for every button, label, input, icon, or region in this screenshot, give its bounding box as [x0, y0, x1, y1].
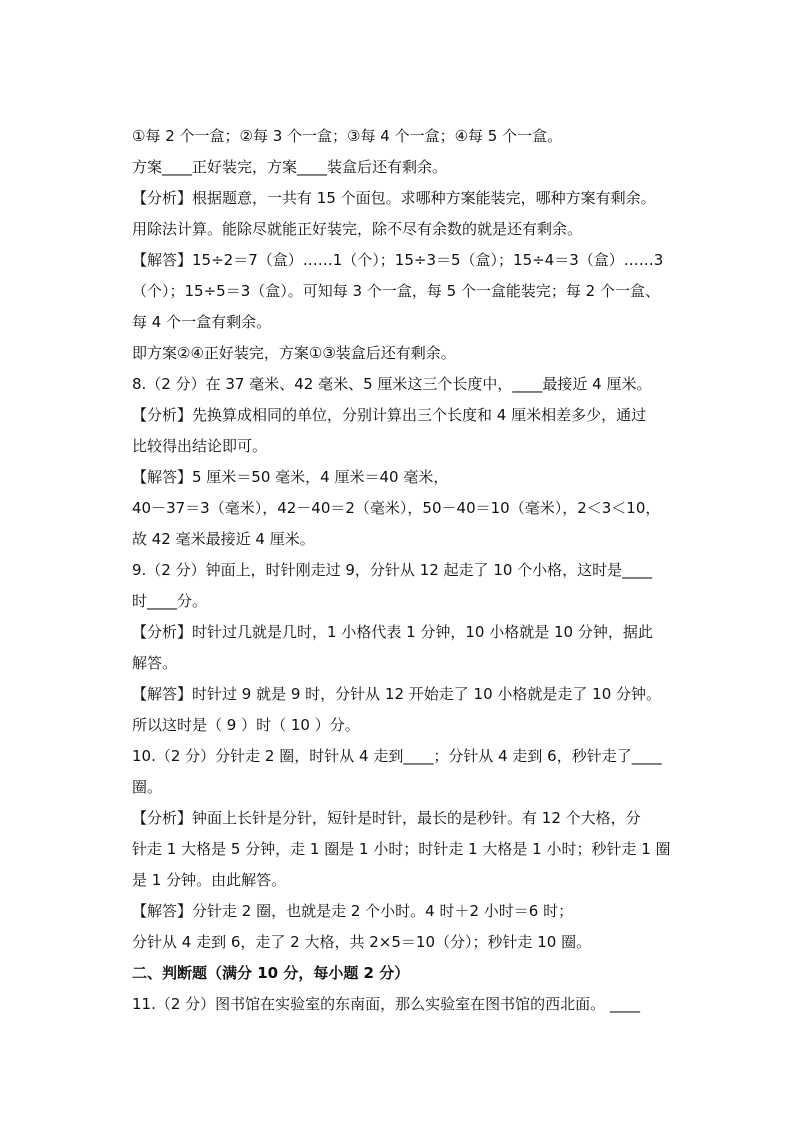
text-line: 用除法计算。能除尽就能正好装完，除不尽有余数的就是还有剩余。	[132, 220, 583, 238]
text-line: 40－37＝3（毫米），42－40＝2（毫米），50－40＝10（毫米），2＜3＜10，	[132, 499, 661, 517]
text-line: 每 4 个一盒有剩余。	[132, 313, 272, 331]
text-line: 即方案②④正好装完，方案①③装盒后还有剩余。	[132, 344, 456, 362]
text-line: 故 42 毫米最接近 4 厘米。	[132, 530, 315, 548]
text-line: 【解答】分针走 2 圈，也就是走 2 个小时。4 时＋2 小时＝6 时；	[132, 902, 574, 920]
text-line: 所以这时是（ 9 ）时（ 10 ）分。	[132, 716, 360, 734]
section-heading: 二、判断题（满分 10 分，每小题 2 分）	[132, 964, 410, 982]
text-line: （个）；15÷5＝3（盒）。可知每 3 个一盒，每 5 个一盒能装完；每 2 个一盒、	[132, 282, 660, 300]
text-line: 【分析】根据题意，一共有 15 个面包。求哪种方案能装完，哪种方案有剩余。	[132, 189, 656, 207]
text-line: 解答。	[132, 654, 178, 672]
text-line: 【解答】时针过 9 就是 9 时，分针从 12 开始走了 10 小格就是走了 10 分钟。	[132, 685, 662, 703]
text-line: 分针从 4 走到 6，走了 2 大格，共 2×5＝10（分）；秒针走 10 圈。	[132, 933, 592, 951]
text-line: 方案____正好装完，方案____装盒后还有剩余。	[132, 158, 448, 176]
text-line: 【解答】5 厘米＝50 毫米，4 厘米＝40 毫米，	[132, 468, 449, 486]
text-line: 针走 1 大格是 5 分钟，走 1 圈是 1 小时；时针走 1 大格是 1 小时；秒针走 1 圈	[132, 840, 671, 858]
text-line: 【分析】先换算成相同的单位，分别计算出三个长度和 4 厘米相差多少，通过	[132, 406, 647, 424]
text-line: 【分析】时针过几就是几时，1 小格代表 1 分钟，10 小格就是 10 分钟，据此	[132, 623, 653, 641]
text-line: 8.（2 分）在 37 毫米、42 毫米、5 厘米这三个长度中，____最接近 4 厘米。	[132, 375, 652, 393]
text-line: 【分析】钟面上长针是分针，短针是时针，最长的是秒针。有 12 个大格，分	[132, 809, 641, 827]
text-line: ①每 2 个一盒；②每 3 个一盒；③每 4 个一盒；④每 5 个一盒。	[132, 127, 563, 145]
text-line: 比较得出结论即可。	[132, 437, 268, 455]
text-line: 【解答】15÷2＝7（盒）……1（个）；15÷3＝5（盒）；15÷4＝3（盒）……3	[132, 251, 664, 269]
text-line: 是 1 分钟。由此解答。	[132, 871, 287, 889]
text-line: 11.（2 分）图书馆在实验室的东南面，那么实验室在图书馆的西北面。 ____	[132, 995, 640, 1013]
text-line: 时____分。	[132, 592, 208, 610]
text-line: 10.（2 分）分针走 2 圈，时针从 4 走到____；分针从 4 走到 6，秒针走了____	[132, 747, 662, 765]
text-line: 圈。	[132, 778, 163, 796]
document-content	[132, 121, 680, 1020]
text-line: 9.（2 分）钟面上，时针刚走过 9，分针从 12 起走了 10 个小格，这时是____	[132, 561, 653, 579]
